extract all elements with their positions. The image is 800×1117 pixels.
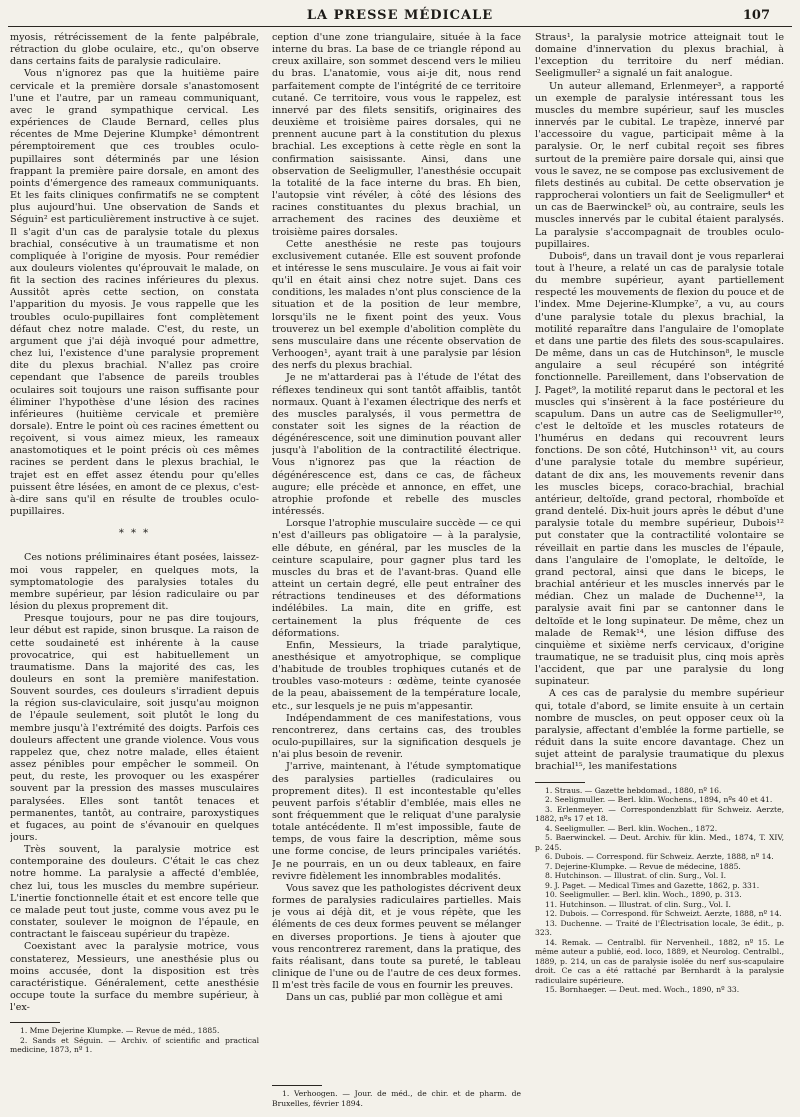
footnote: 10. Seeligmuller. — Berl. klin. Woch., 1890, p. 313. xyxy=(545,890,742,900)
footnote: 1. Mme Dejerine Klumpke. — Revue de méd., 1885. xyxy=(20,1026,220,1036)
footnotes xyxy=(10,1026,259,1055)
column-left xyxy=(10,32,259,1110)
column-right xyxy=(535,32,784,1110)
footnote: 1. Verhoogen. — Jour. de méd., de chir. et de pharm. de Bruxelles, février 1894. xyxy=(272,1089,521,1108)
footnote: 9. J. Paget. — Medical Times and Gazette, 1862, p. 331. xyxy=(545,880,760,890)
footnote: 2. Sands et Séguin. — Archiv. of scientific and practical medicine, 1873, nº 1. xyxy=(10,1035,259,1055)
paragraph: Ces notions préliminaires étant posées, laissez-moi vous rappeler, en quelques mots, la symptomatologie des paralysies totales du membre supérieur, par lésion radiculaire ou par lésion du plexus proprement dit. xyxy=(10,552,259,613)
paragraph: Dans un cas, publié par mon collègue et ami xyxy=(286,992,503,1004)
paragraph: Vous savez que les pathologistes décrivent deux formes de paralysies radiculaires partielles. Mais je vous ai déjà dit, et je vous répète, que les éléments de ces deux formes peuvent se mélanger en diverses proportions. Je tiens à ajouter que vous rencontrerez rarement, dans la pratique, des faits réalisant, dans toute sa pureté, le tableau clinique de l'une ou de l'autre de ces deux formes. Il m'est très facile de vous en fournir les preuves. xyxy=(272,882,521,992)
paragraph: Cette anesthésie ne reste pas toujours exclusivement cutanée. Elle est souvent profonde et intéresse le sens musculaire. Je vous ai fait voir qu'il en était ainsi chez notre sujet. Dans ces conditions, les malades n'ont plus conscience de la situation et de la position de leur membre, lorsqu'ils ne le fixent point des yeux. Vous trouverez un bel exemple d'abolition complète du sens musculaire dans une récente observation de Verhoogen¹, ayant trait à une paralysie par lésion des nerfs du plexus brachial. xyxy=(272,238,521,372)
footnote-rule xyxy=(272,1085,322,1086)
paragraph: Très souvent, la paralysie motrice est contemporaine des douleurs. C'était le cas chez notre homme. La paralysie a affecté d'emblée, chez lui, tous les muscles du membre supérieur. L'inertie fonctionnelle était et est encore telle que ce malade peut tout juste, comme vous avez pu le constater, soulever le moignon de l'épaule, en contractant le faisceau supérieur du trapèze. xyxy=(10,844,259,941)
column-middle xyxy=(272,32,521,1110)
footnote: 7. Dejerine-Klumpke. — Revue de médecine, 1885. xyxy=(545,861,741,871)
page-header xyxy=(0,6,800,28)
paragraph: Coexistant avec la paralysie motrice, vous constaterez, Messieurs, une anesthésie plus ou moins accusée, dont la disposition est très caractéristique. Généralement, cette anesthésie occupe toute la surface du membre supérieur, à l'ex- xyxy=(10,941,259,1014)
footnote-rule xyxy=(535,782,585,783)
paragraph: Dubois⁶, dans un travail dont je vous reparlerai tout à l'heure, a relaté un cas de paralysie totale du membre supérieur, ayant partiellement respecté les mouvements de flexion du pouce et de l'index. Mme Dejerine-Klumpke⁷, a vu, au cours d'une paralysie totale du plexus brachial, la motilité reparaître dans l'angulaire de l'omoplate et dans une partie des filets des sous-scapulaires. De même, dans un cas de Hutchinson⁸, le muscle angulaire a seul récupéré son intégrité fonctionnelle. Pareillement, dans l'observation de J. Paget⁹, la motilité reparut dans le pectoral et les muscles qui s'insèrent à la face postérieure du scapulum. Dans un autre cas de Seeligmuller¹⁰, c'est le deltoïde et les muscles rotateurs de l'humérus en dedans qui recouvrent leurs fonctions. De son côté, Hutchinson¹¹ vit, au cours d'une paralysie totale du membre supérieur, datant de dix ans, les mouvements revenir dans les muscles biceps, coraco-brachial, brachial antérieur, deltoïde, grand pectoral, rhomboïde et grand dentelé. Dix-huit jours après le début d'une paralysie totale du membre supérieur, Dubois¹² put constater que la contractilité volontaire se réveillait en partie dans les muscles de l'épaule, dans l'angulaire de l'omoplate, le deltoïde, le grand pectoral, ainsi que dans le biceps, le brachial antérieur et les muscles innervés par le médian. Chez un malade de Duchenne¹³, la paralysie avait fini par se cantonner dans le deltoïde et le long supinateur. De même, chez un malade de Remak¹⁴, une lésion diffuse des cinquième et sixième nerfs cervicaux, d'origine traumatique, ne se traduisit plus, cinq mois après l'accident, que par une paralysie du long supinateur. xyxy=(535,250,784,688)
footnote: 8. Hutchinson. — Illustrat. of clin. Surg., Vol. I. xyxy=(545,871,727,881)
paragraph: Indépendamment de ces manifestations, vous rencontrerez, dans certains cas, des troubles oculo-pupillaires, sur la signification desquels je n'ai plus besoin de revenir. xyxy=(272,712,521,761)
footnote: 2. Seeligmuller. — Berl. klin. Wochens., 1894, nºs 40 et 41. xyxy=(545,795,773,805)
section-separator: * * * xyxy=(118,528,151,540)
footnote-rule xyxy=(10,1022,60,1023)
paragraph: Presque toujours, pour ne pas dire toujours, leur début est rapide, sinon brusque. La raison de cette soudaineté est inhérente à la cause provocatrice, qui est habituellement un traumatisme. Dans la majorité des cas, les douleurs en sont la première manifestation. Souvent sourdes, ces douleurs s'irradient depuis la région sus-claviculaire, soit jusqu'au moignon de l'épaule seulement, soit plutôt le long du membre jusqu'à l'extrémité des doigts. Parfois ces douleurs affectent une grande violence. Vous vous rappelez que, chez notre malade, elles étaient assez pénibles pour empêcher le sommeil. On peut, du reste, les provoquer ou les exaspérer souvent par la pression des masses musculaires paralysées. Elles sont tantôt tenaces et permanentes, tantôt, au contraire, paroxystiques et fugaces, au point de s'évanouir en quelques jours. xyxy=(10,613,259,843)
footnote: 13. Duchenne. — Traité de l'Électrisation locale, 3e édit., p. 323. xyxy=(535,918,784,938)
running-title: LA PRESSE MÉDICALE xyxy=(306,8,494,23)
footnote: 6. Dubois. — Correspond. für Schweiz. Aerzte, 1888, nº 14. xyxy=(545,852,774,862)
footnote: 4. Seeligmuller. — Berl. klin. Wochen., 1872. xyxy=(545,823,718,833)
paragraph: ception d'une zone triangulaire, située à la face interne du bras. La base de ce triangle répond au creux axillaire, son sommet descend vers le milieu du bras. L'anatomie, vous ai-je dit, nous rend parfaitement compte de l'intégrité de ce territoire cutané. Ce territoire, vous vous le rappelez, est innervé par des filets sensitifs, originaires des deuxième et troisième paires dorsales, qui ne prennent aucune part à la constitution du plexus brachial. Les exceptions à cette règle en sont la confirmation saisissante. Ainsi, dans une observation de Seeligmuller, l'anesthésie occupait la totalité de la face interne du bras. Eh bien, l'autopsie vint révéler, à côté des lésions des racines constituantes du plexus brachial, un arrachement des racines des deuxième et troisième paires dorsales. xyxy=(272,32,521,238)
footnote: 14. Remak. — Centralbl. für Nervenheil., 1882, nº 15. Le même auteur a publié, eod. loco, 1889, et Neurolog. Centralbl., 1889, p. 214, un cas de paralysie isolée du nerf sus-scapulaire droit. Ce cas a été rattaché par Bernhardt à la paralysie radiculaire supérieure. xyxy=(535,937,784,985)
paragraph: myosis, rétrécissement de la fente palpébrale, rétraction du globe oculaire, etc., qu'on observe dans certains faits de paralysie radiculaire. xyxy=(10,32,259,68)
footnote: 1. Straus. — Gazette hebdomad., 1880, nº 16. xyxy=(545,785,722,795)
header-rule xyxy=(8,26,792,27)
footnote: 15. Bornhaeger. — Deut. med. Woch., 1890, nº 33. xyxy=(545,985,740,995)
footnote: 12. Dubois. — Correspond. für Schweizt. Aerzte, 1888, nº 14. xyxy=(545,909,782,919)
paragraph: Je ne m'attarderai pas à l'étude de l'état des réflexes tendineux qui sont tantôt affaiblis, tantôt normaux. Quant à l'examen électrique des nerfs et des muscles paralysés, il vous permettra de constater soit les signes de la réaction de dégénérescence, soit une diminution pouvant aller jusqu'à l'abolition de la contractilité électrique. Vous n'ignorez pas que la réaction de dégénérescence est, dans ce cas, de fâcheux augure; elle précède et annonce, en effet, une atrophie profonde et rebelle des muscles intéressés. xyxy=(272,372,521,518)
paragraph: Straus¹, la paralysie motrice atteignait tout le domaine d'innervation du plexus brachial, à l'exception du territoire du nerf médian. Seeligmuller² a signalé un fait analogue. xyxy=(535,32,784,80)
footnote: 3. Erlenmeyer. — Correspondenzblatt für Schweiz. Aerzte, 1882, nºs 17 et 18. xyxy=(535,804,784,824)
paragraph: Enfin, Messieurs, la triade paralytique, anesthésique et amyotrophique, se complique d'habitude de troubles trophiques cutanés et de troubles vaso-moteurs : œdème, teinte cyanosée de la peau, abaissement de la température locale, etc., sur lesquels je ne puis m'appesantir. xyxy=(272,639,521,712)
footnote: 11. Hutchinson. — Illustrat. of clin. Surg., Vol. I. xyxy=(545,899,731,909)
paragraph: Vous n'ignorez pas que la huitième paire cervicale et la première dorsale s'anastomosent l'une et l'autre, par un rameau communiquant, avec le grand sympathique cervical. Les expériences de Claude Bernard, celles plus récentes de Mme Dejerine Klumpke¹ démontrent péremptoirement que ces troubles oculo-pupillaires sont déterminés par une lésion frappant la première paire dorsale, en amont des points d'émergence des rameaux communiquants. Et les faits cliniques confirmatifs ne se comptent plus aujourd'hui. Une observation de Sands et Séguin² est particulièrement instructive à ce sujet. Il s'agit d'un cas de paralysie totale du plexus brachial, consécutive à un traumatisme et non compliquée à l'origine de myosis. Pour remédier aux douleurs violentes qu'éprouvait le malade, on fit la section des racines inférieures du plexus. Aussitôt après cette section, on constata l'apparition du myosis. Je vous rappelle que les troubles oculo-pupillaires font complètement défaut chez notre malade. C'est, du reste, un argument que j'ai déjà invoqué pour admettre, chez lui, l'existence d'une paralysie proprement dite du plexus brachial. N'allez pas croire cependant que l'absence de pareils troubles oculaires soit toujours une raison suffisante pour éliminer l'hypothèse d'une lésion des racines inférieures (huitième cervicale et première dorsale). Entre le point où ces racines émettent ou reçoivent, si vous aimez mieux, les rameaux anastomotiques et le point précis où ces mêmes racines se perdent dans le plexus brachial, le trajet est en effet assez étendu pour qu'elles puissent être lésées, en amont de ce plexus, c'est-à-dire sans qu'il en résulte de troubles oculo-pupillaires. xyxy=(10,68,259,518)
paragraph: J'arrive, maintenant, à l'étude symptomatique des paralysies partielles (radiculaires ou proprement dites). Il est incontestable qu'elles peuvent parfois s'établir d'emblée, mais elles ne sont fréquemment que le reliquat d'une paralysie totale antécédente. Il m'est impossible, faute de temps, de vous faire la description, même sous une forme concise, de leurs principales variétés. Je ne pourrais, en un ou deux tableaux, en faire revivre fidèlement les innombrables modalités. xyxy=(272,761,521,882)
footnotes xyxy=(272,1085,521,1108)
paragraph: A ces cas de paralysie du membre supérieur qui, totale d'abord, se limite ensuite à un certain nombre de muscles, on peut opposer ceux où la paralysie, affectant d'emblée la forme partielle, se réduit dans la suite encore davantage. Chez un sujet atteint de paralysie traumatique du plexus brachial¹⁵, les manifestations xyxy=(535,688,784,773)
paragraph: Un auteur allemand, Erlenmeyer³, a rapporté un exemple de paralysie intéressant tous les muscles du membre supérieur, sauf les muscles innervés par le cubital. Le trapèze, innervé par l'accessoire du vague, participait même à la paralysie. Or, le nerf cubital reçoit ses fibres surtout de la première paire dorsale qui, ainsi que vous le savez, ne se compose pas exclusivement de filets destinés au cubital. De cette observation je rapprocherai volontiers un fait de Seeligmuller⁴ et un cas de Baerwinckel⁵ où, au contraire, seuls les muscles innervés par le cubital étaient paralysés. La paralysie s'accompagnait de troubles oculo-pupillaires. xyxy=(535,80,784,250)
footnotes xyxy=(535,786,784,995)
page-number: 107 xyxy=(742,8,770,23)
paragraph: Lorsque l'atrophie musculaire succède — ce qui n'est d'ailleurs pas obligatoire — à la paralysie, elle débute, en général, par les muscles de la ceinture scapulaire, pour gagner plus tard les muscles du bras et de l'avant-bras. Quand elle atteint un certain degré, elle peut entraîner des rétractions tendineuses et des déformations indélébiles. La main, dite en griffe, est certainement la plus fréquente de ces déformations. xyxy=(272,518,521,639)
footnote: 5. Baerwinckel. — Deut. Archiv. für klin. Med., 1874, T. XIV, p. 245. xyxy=(535,833,784,852)
